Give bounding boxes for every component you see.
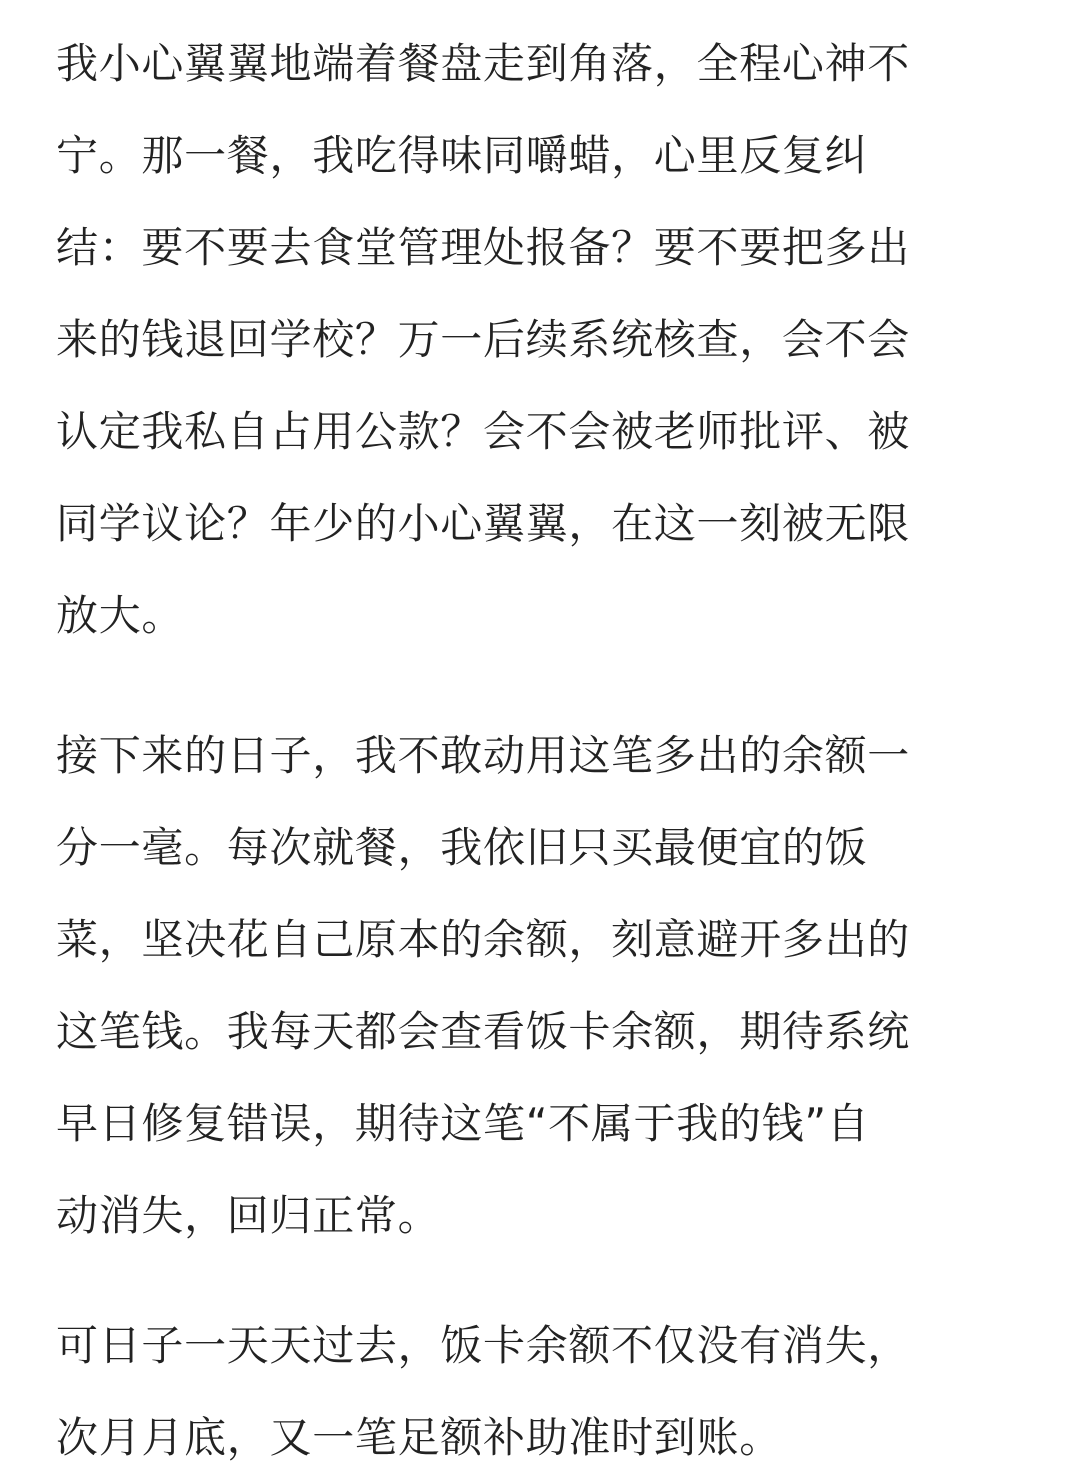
text-line: 可日子一天天过去，饭卡余额不仅没有消失， — [56, 1321, 911, 1370]
text-line: 我小心翼翼地端着餐盘走到角落，全程心神不 — [56, 39, 911, 88]
text-line: 次月月底，又一笔足额补助准时到账。 — [56, 1413, 782, 1462]
text-line: 菜，坚决花自己原本的余额，刻意避开多出的 — [56, 915, 911, 964]
text-line: 放大。 — [56, 591, 185, 640]
text-line: 认定我私自占用公款？会不会被老师批评、被 — [56, 407, 911, 456]
paragraph — [56, 710, 1036, 1262]
text-line: 结：要不要去食堂管理处报备？要不要把多出 — [56, 223, 911, 272]
text-line: 接下来的日子，我不敢动用这笔多出的余额一 — [56, 731, 911, 780]
article-body — [56, 18, 1036, 1484]
text-line: 来的钱退回学校？万一后续系统核查，会不会 — [56, 315, 911, 364]
text-line: 分一毫。每次就餐，我依旧只买最便宜的饭 — [56, 823, 868, 872]
paragraph — [56, 1300, 1036, 1484]
text-line: 这笔钱。我每天都会查看饭卡余额，期待系统 — [56, 1007, 911, 1056]
paragraph — [56, 18, 1036, 662]
text-line: 同学议论？年少的小心翼翼，在这一刻被无限 — [56, 499, 911, 548]
text-line: 动消失，回归正常。 — [56, 1191, 441, 1240]
text-line: 早日修复错误，期待这笔“不属于我的钱”自 — [56, 1099, 870, 1148]
text-line: 宁。那一餐，我吃得味同嚼蜡，心里反复纠 — [56, 131, 868, 180]
